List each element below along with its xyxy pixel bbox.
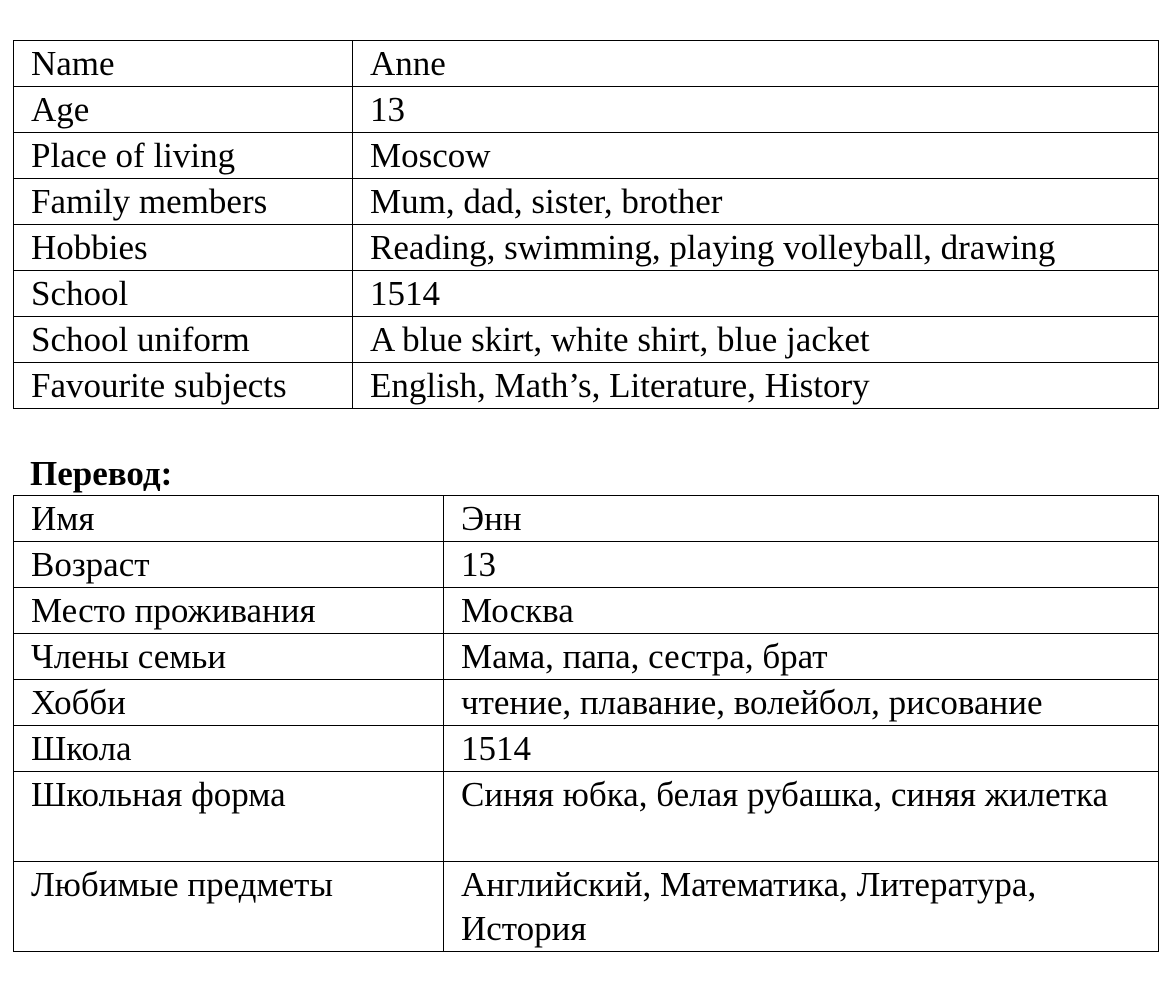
row-label-uniform: School uniform <box>14 317 353 363</box>
table-row <box>14 726 1159 772</box>
table-row <box>14 363 1159 409</box>
table-row <box>14 133 1159 179</box>
row-value-uniform: Синяя юбка, белая рубашка, синяя жилетка <box>444 772 1159 862</box>
row-value-name: Anne <box>353 41 1159 87</box>
row-label-school: School <box>14 271 353 317</box>
table-row <box>14 225 1159 271</box>
table-row <box>14 179 1159 225</box>
row-label-name: Name <box>14 41 353 87</box>
row-value-family: Mum, dad, sister, brother <box>353 179 1159 225</box>
table-row <box>14 588 1159 634</box>
row-label-family: Члены семьи <box>14 634 444 680</box>
row-label-hobbies: Хобби <box>14 680 444 726</box>
translation-table <box>13 495 1159 952</box>
row-value-place: Москва <box>444 588 1159 634</box>
row-label-hobbies: Hobbies <box>14 225 353 271</box>
row-value-family: Мама, папа, сестра, брат <box>444 634 1159 680</box>
table-row <box>14 87 1159 133</box>
table-row <box>14 271 1159 317</box>
table-row <box>14 862 1159 952</box>
row-label-place: Place of living <box>14 133 353 179</box>
row-label-name: Имя <box>14 496 444 542</box>
row-value-hobbies: чтение, плавание, волейбол, рисование <box>444 680 1159 726</box>
table-row <box>14 772 1159 862</box>
row-value-place: Moscow <box>353 133 1159 179</box>
row-value-name: Энн <box>444 496 1159 542</box>
table-row <box>14 41 1159 87</box>
row-label-family: Family members <box>14 179 353 225</box>
row-value-hobbies: Reading, swimming, playing volleyball, drawing <box>353 225 1159 271</box>
table-row <box>14 542 1159 588</box>
row-value-age: 13 <box>353 87 1159 133</box>
row-value-subjects: Английский, Математика, Литература, История <box>444 862 1159 952</box>
table-row <box>14 496 1159 542</box>
row-label-age: Age <box>14 87 353 133</box>
table-row <box>14 317 1159 363</box>
row-value-uniform: A blue skirt, white shirt, blue jacket <box>353 317 1159 363</box>
row-value-age: 13 <box>444 542 1159 588</box>
row-label-age: Возраст <box>14 542 444 588</box>
row-value-school: 1514 <box>444 726 1159 772</box>
table-row <box>14 634 1159 680</box>
row-value-subjects: English, Math’s, Literature, History <box>353 363 1159 409</box>
row-label-subjects: Любимые предметы <box>14 862 444 952</box>
row-label-school: Школа <box>14 726 444 772</box>
row-label-uniform: Школьная форма <box>14 772 444 862</box>
row-value-school: 1514 <box>353 271 1159 317</box>
row-label-place: Место проживания <box>14 588 444 634</box>
profile-table <box>13 40 1159 409</box>
translation-heading: Перевод: <box>30 454 173 493</box>
table-row <box>14 680 1159 726</box>
row-label-subjects: Favourite subjects <box>14 363 353 409</box>
